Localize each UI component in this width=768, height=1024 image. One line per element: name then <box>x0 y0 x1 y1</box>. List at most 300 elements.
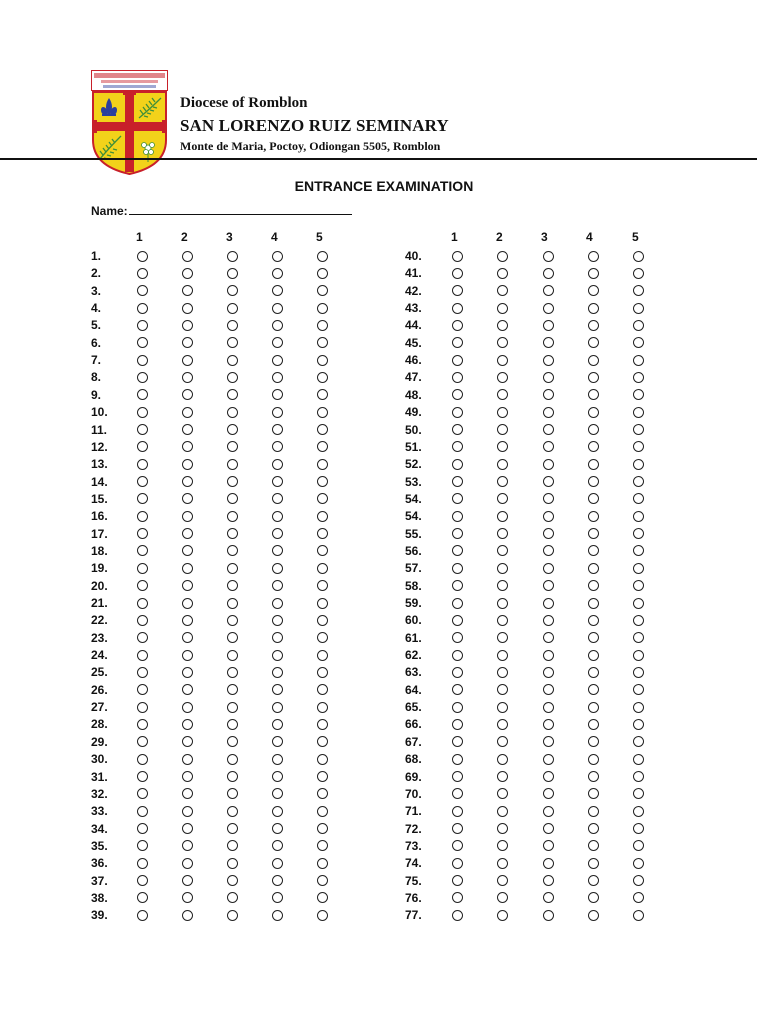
answer-bubble-option-5[interactable] <box>317 459 328 470</box>
answer-bubble-option-2[interactable] <box>182 389 193 400</box>
answer-bubble-option-3[interactable] <box>543 563 554 574</box>
answer-bubble-option-4[interactable] <box>272 719 283 730</box>
answer-bubble-option-1[interactable] <box>137 754 148 765</box>
answer-bubble-option-3[interactable] <box>543 528 554 539</box>
answer-bubble-option-2[interactable] <box>497 493 508 504</box>
answer-bubble-option-1[interactable] <box>137 632 148 643</box>
answer-bubble-option-4[interactable] <box>272 650 283 661</box>
answer-bubble-option-4[interactable] <box>588 424 599 435</box>
answer-bubble-option-2[interactable] <box>182 806 193 817</box>
answer-bubble-option-4[interactable] <box>272 684 283 695</box>
answer-bubble-option-1[interactable] <box>452 702 463 713</box>
answer-bubble-option-1[interactable] <box>137 372 148 383</box>
answer-bubble-option-4[interactable] <box>588 615 599 626</box>
answer-bubble-option-1[interactable] <box>452 788 463 799</box>
answer-bubble-option-1[interactable] <box>137 389 148 400</box>
answer-bubble-option-2[interactable] <box>497 771 508 782</box>
answer-bubble-option-2[interactable] <box>182 754 193 765</box>
answer-bubble-option-3[interactable] <box>543 320 554 331</box>
answer-bubble-option-2[interactable] <box>497 303 508 314</box>
answer-bubble-option-5[interactable] <box>633 615 644 626</box>
answer-bubble-option-2[interactable] <box>497 650 508 661</box>
answer-bubble-option-1[interactable] <box>452 719 463 730</box>
answer-bubble-option-5[interactable] <box>317 702 328 713</box>
answer-bubble-option-1[interactable] <box>137 320 148 331</box>
answer-bubble-option-5[interactable] <box>317 441 328 452</box>
answer-bubble-option-1[interactable] <box>452 563 463 574</box>
answer-bubble-option-3[interactable] <box>543 372 554 383</box>
answer-bubble-option-5[interactable] <box>633 476 644 487</box>
answer-bubble-option-2[interactable] <box>182 251 193 262</box>
answer-bubble-option-4[interactable] <box>588 320 599 331</box>
answer-bubble-option-5[interactable] <box>633 736 644 747</box>
answer-bubble-option-4[interactable] <box>588 632 599 643</box>
answer-bubble-option-3[interactable] <box>227 545 238 556</box>
answer-bubble-option-4[interactable] <box>588 389 599 400</box>
answer-bubble-option-3[interactable] <box>227 736 238 747</box>
answer-bubble-option-3[interactable] <box>227 459 238 470</box>
answer-bubble-option-1[interactable] <box>137 788 148 799</box>
answer-bubble-option-1[interactable] <box>137 268 148 279</box>
answer-bubble-option-3[interactable] <box>543 667 554 678</box>
answer-bubble-option-2[interactable] <box>497 459 508 470</box>
answer-bubble-option-4[interactable] <box>272 771 283 782</box>
answer-bubble-option-3[interactable] <box>227 251 238 262</box>
answer-bubble-option-5[interactable] <box>633 771 644 782</box>
answer-bubble-option-4[interactable] <box>272 754 283 765</box>
answer-bubble-option-4[interactable] <box>588 684 599 695</box>
answer-bubble-option-2[interactable] <box>182 372 193 383</box>
answer-bubble-option-3[interactable] <box>227 528 238 539</box>
answer-bubble-option-4[interactable] <box>272 511 283 522</box>
answer-bubble-option-4[interactable] <box>272 632 283 643</box>
answer-bubble-option-1[interactable] <box>452 632 463 643</box>
answer-bubble-option-2[interactable] <box>182 598 193 609</box>
answer-bubble-option-3[interactable] <box>227 719 238 730</box>
answer-bubble-option-5[interactable] <box>317 788 328 799</box>
answer-bubble-option-1[interactable] <box>137 545 148 556</box>
answer-bubble-option-2[interactable] <box>497 285 508 296</box>
answer-bubble-option-5[interactable] <box>317 736 328 747</box>
answer-bubble-option-3[interactable] <box>543 355 554 366</box>
answer-bubble-option-4[interactable] <box>588 702 599 713</box>
answer-bubble-option-1[interactable] <box>452 858 463 869</box>
answer-bubble-option-2[interactable] <box>497 424 508 435</box>
answer-bubble-option-5[interactable] <box>317 910 328 921</box>
answer-bubble-option-3[interactable] <box>227 407 238 418</box>
answer-bubble-option-1[interactable] <box>452 459 463 470</box>
answer-bubble-option-1[interactable] <box>137 719 148 730</box>
answer-bubble-option-3[interactable] <box>227 632 238 643</box>
answer-bubble-option-2[interactable] <box>497 389 508 400</box>
answer-bubble-option-2[interactable] <box>497 320 508 331</box>
answer-bubble-option-3[interactable] <box>543 650 554 661</box>
answer-bubble-option-1[interactable] <box>452 528 463 539</box>
answer-bubble-option-5[interactable] <box>633 511 644 522</box>
answer-bubble-option-4[interactable] <box>588 355 599 366</box>
answer-bubble-option-1[interactable] <box>452 251 463 262</box>
answer-bubble-option-4[interactable] <box>588 910 599 921</box>
answer-bubble-option-5[interactable] <box>317 892 328 903</box>
answer-bubble-option-4[interactable] <box>588 545 599 556</box>
answer-bubble-option-5[interactable] <box>633 806 644 817</box>
answer-bubble-option-5[interactable] <box>317 528 328 539</box>
answer-bubble-option-5[interactable] <box>633 303 644 314</box>
answer-bubble-option-2[interactable] <box>497 858 508 869</box>
answer-bubble-option-5[interactable] <box>317 268 328 279</box>
answer-bubble-option-5[interactable] <box>317 285 328 296</box>
answer-bubble-option-1[interactable] <box>137 615 148 626</box>
answer-bubble-option-1[interactable] <box>137 858 148 869</box>
answer-bubble-option-3[interactable] <box>543 545 554 556</box>
answer-bubble-option-4[interactable] <box>272 823 283 834</box>
answer-bubble-option-2[interactable] <box>497 615 508 626</box>
answer-bubble-option-5[interactable] <box>633 788 644 799</box>
answer-bubble-option-2[interactable] <box>497 355 508 366</box>
answer-bubble-option-5[interactable] <box>317 615 328 626</box>
answer-bubble-option-5[interactable] <box>633 823 644 834</box>
answer-bubble-option-4[interactable] <box>272 459 283 470</box>
answer-bubble-option-5[interactable] <box>633 875 644 886</box>
answer-bubble-option-4[interactable] <box>272 563 283 574</box>
answer-bubble-option-2[interactable] <box>497 840 508 851</box>
answer-bubble-option-3[interactable] <box>227 337 238 348</box>
answer-bubble-option-1[interactable] <box>137 823 148 834</box>
answer-bubble-option-2[interactable] <box>182 355 193 366</box>
answer-bubble-option-4[interactable] <box>272 615 283 626</box>
answer-bubble-option-4[interactable] <box>272 476 283 487</box>
answer-bubble-option-1[interactable] <box>137 303 148 314</box>
answer-bubble-option-2[interactable] <box>182 493 193 504</box>
answer-bubble-option-3[interactable] <box>543 580 554 591</box>
answer-bubble-option-4[interactable] <box>588 580 599 591</box>
answer-bubble-option-4[interactable] <box>272 441 283 452</box>
answer-bubble-option-1[interactable] <box>137 424 148 435</box>
answer-bubble-option-2[interactable] <box>497 806 508 817</box>
answer-bubble-option-5[interactable] <box>633 667 644 678</box>
answer-bubble-option-2[interactable] <box>182 632 193 643</box>
answer-bubble-option-2[interactable] <box>182 650 193 661</box>
answer-bubble-option-5[interactable] <box>633 754 644 765</box>
answer-bubble-option-2[interactable] <box>182 702 193 713</box>
answer-bubble-option-2[interactable] <box>182 858 193 869</box>
answer-bubble-option-2[interactable] <box>497 268 508 279</box>
answer-bubble-option-2[interactable] <box>497 892 508 903</box>
answer-bubble-option-1[interactable] <box>137 650 148 661</box>
answer-bubble-option-1[interactable] <box>452 337 463 348</box>
answer-bubble-option-4[interactable] <box>272 337 283 348</box>
answer-bubble-option-5[interactable] <box>633 459 644 470</box>
answer-bubble-option-1[interactable] <box>137 563 148 574</box>
answer-bubble-option-1[interactable] <box>452 840 463 851</box>
answer-bubble-option-2[interactable] <box>182 667 193 678</box>
answer-bubble-option-3[interactable] <box>543 268 554 279</box>
answer-bubble-option-2[interactable] <box>497 702 508 713</box>
answer-bubble-option-2[interactable] <box>497 598 508 609</box>
answer-bubble-option-2[interactable] <box>497 545 508 556</box>
answer-bubble-option-4[interactable] <box>588 337 599 348</box>
answer-bubble-option-1[interactable] <box>137 459 148 470</box>
answer-bubble-option-5[interactable] <box>633 858 644 869</box>
answer-bubble-option-1[interactable] <box>452 684 463 695</box>
answer-bubble-option-3[interactable] <box>543 840 554 851</box>
answer-bubble-option-2[interactable] <box>497 684 508 695</box>
answer-bubble-option-2[interactable] <box>182 823 193 834</box>
answer-bubble-option-4[interactable] <box>588 892 599 903</box>
answer-bubble-option-1[interactable] <box>137 736 148 747</box>
answer-bubble-option-4[interactable] <box>272 285 283 296</box>
answer-bubble-option-2[interactable] <box>182 459 193 470</box>
answer-bubble-option-3[interactable] <box>227 355 238 366</box>
answer-bubble-option-1[interactable] <box>452 615 463 626</box>
answer-bubble-option-1[interactable] <box>137 875 148 886</box>
name-blank-line[interactable] <box>129 203 352 215</box>
answer-bubble-option-4[interactable] <box>588 823 599 834</box>
answer-bubble-option-3[interactable] <box>227 441 238 452</box>
answer-bubble-option-4[interactable] <box>272 545 283 556</box>
answer-bubble-option-3[interactable] <box>543 337 554 348</box>
answer-bubble-option-5[interactable] <box>633 320 644 331</box>
answer-bubble-option-4[interactable] <box>588 754 599 765</box>
answer-bubble-option-5[interactable] <box>317 355 328 366</box>
answer-bubble-option-2[interactable] <box>497 719 508 730</box>
answer-bubble-option-2[interactable] <box>497 337 508 348</box>
answer-bubble-option-3[interactable] <box>543 632 554 643</box>
answer-bubble-option-5[interactable] <box>317 667 328 678</box>
answer-bubble-option-2[interactable] <box>497 580 508 591</box>
answer-bubble-option-3[interactable] <box>543 702 554 713</box>
answer-bubble-option-1[interactable] <box>137 493 148 504</box>
answer-bubble-option-5[interactable] <box>633 372 644 383</box>
answer-bubble-option-5[interactable] <box>633 580 644 591</box>
answer-bubble-option-4[interactable] <box>588 667 599 678</box>
answer-bubble-option-4[interactable] <box>272 320 283 331</box>
answer-bubble-option-3[interactable] <box>543 511 554 522</box>
answer-bubble-option-5[interactable] <box>633 389 644 400</box>
answer-bubble-option-5[interactable] <box>317 511 328 522</box>
answer-bubble-option-1[interactable] <box>137 910 148 921</box>
answer-bubble-option-4[interactable] <box>272 355 283 366</box>
answer-bubble-option-4[interactable] <box>588 459 599 470</box>
answer-bubble-option-5[interactable] <box>633 251 644 262</box>
answer-bubble-option-5[interactable] <box>317 771 328 782</box>
answer-bubble-option-2[interactable] <box>182 545 193 556</box>
answer-bubble-option-4[interactable] <box>588 372 599 383</box>
answer-bubble-option-3[interactable] <box>543 303 554 314</box>
answer-bubble-option-2[interactable] <box>182 563 193 574</box>
name-field[interactable] <box>91 203 352 218</box>
answer-bubble-option-1[interactable] <box>452 754 463 765</box>
answer-bubble-option-3[interactable] <box>227 598 238 609</box>
answer-bubble-option-4[interactable] <box>588 528 599 539</box>
answer-bubble-option-4[interactable] <box>588 303 599 314</box>
answer-bubble-option-3[interactable] <box>543 285 554 296</box>
answer-bubble-option-4[interactable] <box>588 806 599 817</box>
answer-bubble-option-5[interactable] <box>317 303 328 314</box>
answer-bubble-option-5[interactable] <box>317 754 328 765</box>
answer-bubble-option-2[interactable] <box>182 303 193 314</box>
answer-bubble-option-3[interactable] <box>227 424 238 435</box>
answer-bubble-option-3[interactable] <box>543 424 554 435</box>
answer-bubble-option-5[interactable] <box>633 702 644 713</box>
answer-bubble-option-1[interactable] <box>452 320 463 331</box>
answer-bubble-option-3[interactable] <box>227 840 238 851</box>
answer-bubble-option-3[interactable] <box>543 389 554 400</box>
answer-bubble-option-1[interactable] <box>452 892 463 903</box>
answer-bubble-option-2[interactable] <box>497 251 508 262</box>
answer-bubble-option-2[interactable] <box>497 875 508 886</box>
answer-bubble-option-5[interactable] <box>317 476 328 487</box>
answer-bubble-option-2[interactable] <box>182 337 193 348</box>
answer-bubble-option-4[interactable] <box>272 875 283 886</box>
answer-bubble-option-4[interactable] <box>272 598 283 609</box>
answer-bubble-option-5[interactable] <box>317 875 328 886</box>
answer-bubble-option-5[interactable] <box>317 858 328 869</box>
answer-bubble-option-4[interactable] <box>272 840 283 851</box>
answer-bubble-option-1[interactable] <box>452 650 463 661</box>
answer-bubble-option-5[interactable] <box>317 251 328 262</box>
answer-bubble-option-2[interactable] <box>497 823 508 834</box>
answer-bubble-option-4[interactable] <box>588 719 599 730</box>
answer-bubble-option-1[interactable] <box>452 372 463 383</box>
answer-bubble-option-2[interactable] <box>497 632 508 643</box>
answer-bubble-option-1[interactable] <box>452 441 463 452</box>
answer-bubble-option-3[interactable] <box>227 268 238 279</box>
answer-bubble-option-3[interactable] <box>227 892 238 903</box>
answer-bubble-option-3[interactable] <box>227 858 238 869</box>
answer-bubble-option-2[interactable] <box>182 424 193 435</box>
answer-bubble-option-4[interactable] <box>588 268 599 279</box>
answer-bubble-option-5[interactable] <box>317 320 328 331</box>
answer-bubble-option-3[interactable] <box>543 407 554 418</box>
answer-bubble-option-4[interactable] <box>272 788 283 799</box>
answer-bubble-option-3[interactable] <box>543 858 554 869</box>
answer-bubble-option-5[interactable] <box>633 441 644 452</box>
answer-bubble-option-4[interactable] <box>588 858 599 869</box>
answer-bubble-option-2[interactable] <box>497 788 508 799</box>
answer-bubble-option-5[interactable] <box>633 840 644 851</box>
answer-bubble-option-4[interactable] <box>588 407 599 418</box>
answer-bubble-option-3[interactable] <box>227 684 238 695</box>
answer-bubble-option-1[interactable] <box>452 736 463 747</box>
answer-bubble-option-5[interactable] <box>317 719 328 730</box>
answer-bubble-option-3[interactable] <box>227 754 238 765</box>
answer-bubble-option-3[interactable] <box>227 303 238 314</box>
answer-bubble-option-3[interactable] <box>227 580 238 591</box>
answer-bubble-option-5[interactable] <box>633 892 644 903</box>
answer-bubble-option-4[interactable] <box>588 650 599 661</box>
answer-bubble-option-1[interactable] <box>137 337 148 348</box>
answer-bubble-option-3[interactable] <box>227 650 238 661</box>
answer-bubble-option-5[interactable] <box>317 563 328 574</box>
answer-bubble-option-1[interactable] <box>137 528 148 539</box>
answer-bubble-option-3[interactable] <box>227 788 238 799</box>
answer-bubble-option-2[interactable] <box>182 407 193 418</box>
answer-bubble-option-1[interactable] <box>137 702 148 713</box>
answer-bubble-option-2[interactable] <box>182 875 193 886</box>
answer-bubble-option-4[interactable] <box>272 858 283 869</box>
answer-bubble-option-3[interactable] <box>543 684 554 695</box>
answer-bubble-option-3[interactable] <box>543 441 554 452</box>
answer-bubble-option-3[interactable] <box>543 493 554 504</box>
answer-bubble-option-3[interactable] <box>227 493 238 504</box>
answer-bubble-option-2[interactable] <box>182 285 193 296</box>
answer-bubble-option-4[interactable] <box>588 840 599 851</box>
answer-bubble-option-5[interactable] <box>633 337 644 348</box>
answer-bubble-option-4[interactable] <box>272 892 283 903</box>
answer-bubble-option-2[interactable] <box>497 372 508 383</box>
answer-bubble-option-1[interactable] <box>137 355 148 366</box>
answer-bubble-option-1[interactable] <box>137 806 148 817</box>
answer-bubble-option-1[interactable] <box>452 285 463 296</box>
answer-bubble-option-4[interactable] <box>272 389 283 400</box>
answer-bubble-option-1[interactable] <box>137 598 148 609</box>
answer-bubble-option-2[interactable] <box>182 528 193 539</box>
answer-bubble-option-1[interactable] <box>452 303 463 314</box>
answer-bubble-option-3[interactable] <box>227 563 238 574</box>
answer-bubble-option-4[interactable] <box>588 441 599 452</box>
answer-bubble-option-5[interactable] <box>317 407 328 418</box>
answer-bubble-option-5[interactable] <box>317 650 328 661</box>
answer-bubble-option-4[interactable] <box>272 736 283 747</box>
answer-bubble-option-1[interactable] <box>452 580 463 591</box>
answer-bubble-option-2[interactable] <box>497 407 508 418</box>
answer-bubble-option-2[interactable] <box>497 754 508 765</box>
answer-bubble-option-3[interactable] <box>227 806 238 817</box>
answer-bubble-option-3[interactable] <box>227 910 238 921</box>
answer-bubble-option-3[interactable] <box>227 667 238 678</box>
answer-bubble-option-3[interactable] <box>227 615 238 626</box>
answer-bubble-option-4[interactable] <box>588 285 599 296</box>
answer-bubble-option-5[interactable] <box>633 684 644 695</box>
answer-bubble-option-2[interactable] <box>182 736 193 747</box>
answer-bubble-option-3[interactable] <box>227 875 238 886</box>
answer-bubble-option-1[interactable] <box>137 407 148 418</box>
answer-bubble-option-4[interactable] <box>272 303 283 314</box>
answer-bubble-option-1[interactable] <box>452 407 463 418</box>
answer-bubble-option-2[interactable] <box>497 441 508 452</box>
answer-bubble-option-3[interactable] <box>543 476 554 487</box>
answer-bubble-option-2[interactable] <box>182 788 193 799</box>
answer-bubble-option-3[interactable] <box>227 511 238 522</box>
answer-bubble-option-1[interactable] <box>137 771 148 782</box>
answer-bubble-option-1[interactable] <box>137 476 148 487</box>
answer-bubble-option-2[interactable] <box>182 771 193 782</box>
answer-bubble-option-2[interactable] <box>182 476 193 487</box>
answer-bubble-option-4[interactable] <box>272 268 283 279</box>
answer-bubble-option-2[interactable] <box>497 511 508 522</box>
answer-bubble-option-3[interactable] <box>543 615 554 626</box>
answer-bubble-option-3[interactable] <box>227 389 238 400</box>
answer-bubble-option-5[interactable] <box>633 407 644 418</box>
answer-bubble-option-2[interactable] <box>182 441 193 452</box>
answer-bubble-option-1[interactable] <box>137 684 148 695</box>
answer-bubble-option-4[interactable] <box>588 771 599 782</box>
answer-bubble-option-5[interactable] <box>317 389 328 400</box>
answer-bubble-option-5[interactable] <box>317 598 328 609</box>
answer-bubble-option-4[interactable] <box>272 424 283 435</box>
answer-bubble-option-3[interactable] <box>543 806 554 817</box>
answer-bubble-option-4[interactable] <box>588 251 599 262</box>
answer-bubble-option-1[interactable] <box>452 910 463 921</box>
answer-bubble-option-4[interactable] <box>272 493 283 504</box>
answer-bubble-option-1[interactable] <box>137 251 148 262</box>
answer-bubble-option-4[interactable] <box>272 372 283 383</box>
answer-bubble-option-1[interactable] <box>452 511 463 522</box>
answer-bubble-option-5[interactable] <box>633 493 644 504</box>
answer-bubble-option-1[interactable] <box>452 545 463 556</box>
answer-bubble-option-5[interactable] <box>633 563 644 574</box>
